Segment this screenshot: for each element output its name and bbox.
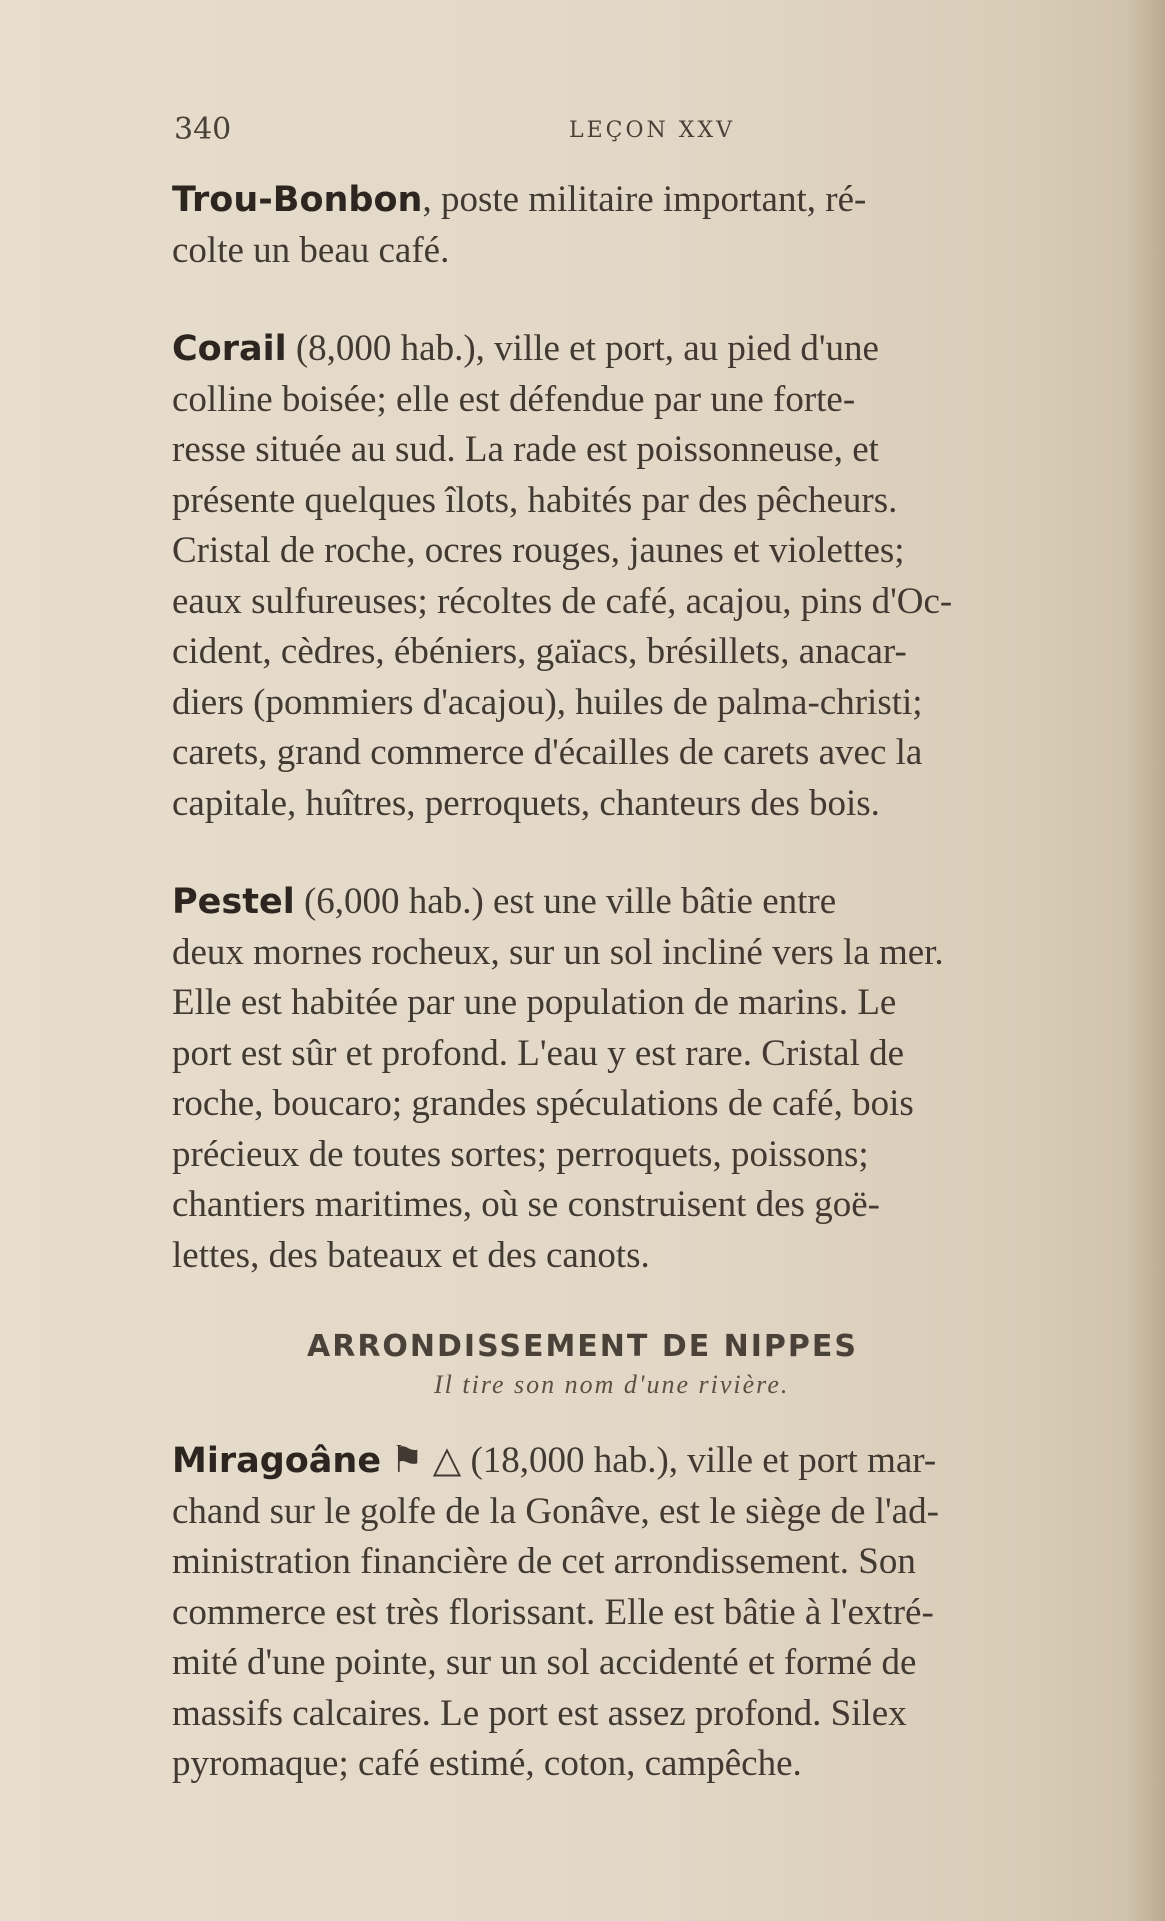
entry-paragraph [172, 1436, 1162, 1790]
line-text: ⚑ △ (18,000 hab.), ville et port mar- [381, 1440, 937, 1481]
text-line: lettes, des bateaux et des canots. [172, 1234, 650, 1276]
running-head: LEÇON XXV [569, 118, 735, 143]
text-line: capitale, huîtres, perroquets, chanteurs des bois. [172, 782, 880, 824]
text-line [172, 324, 1162, 375]
text-line: présente quelques îlots, habités par des pêcheurs. [172, 479, 898, 521]
section-subtitle: Il tire son nom d'une rivière. [434, 1370, 790, 1399]
line-text: (8,000 hab.), ville et port, au pied d'une [286, 328, 879, 369]
entry-name: Miragoâne [172, 1441, 382, 1481]
text-line: chand sur le golfe de la Gonâve, est le siège de l'ad- [172, 1490, 939, 1532]
text-line [172, 175, 1162, 226]
text-line: précieux de toutes sortes; perroquets, poissons; [172, 1133, 869, 1175]
text-line: chantiers maritimes, où se construisent des goë- [172, 1184, 880, 1225]
text-line: port est sûr et profond. L'eau y est rare. Cristal de [172, 1032, 905, 1074]
text-line: deux mornes rocheux, sur un sol incliné vers la mer. [172, 931, 944, 973]
page-number: 340 [174, 112, 232, 147]
entry-corail [172, 324, 1162, 829]
text-line: roche, boucaro; grandes spéculations de café, bois [172, 1083, 914, 1124]
entry-paragraph [172, 877, 1162, 1281]
text-line: massifs calcaires. Le port est assez profond. Silex [172, 1692, 907, 1734]
entry-paragraph [172, 324, 1162, 829]
entry-name: Trou-Bonbon [172, 180, 423, 220]
text-line [172, 1436, 1162, 1487]
text-line: resse située au sud. La rade est poissonneuse, et [172, 429, 879, 470]
entry-name: Pestel [172, 882, 295, 922]
entry-trou-bonbon [172, 175, 1162, 276]
text-line: mité d'une pointe, sur un sol accidenté et formé de [172, 1642, 917, 1683]
page-header [174, 112, 994, 152]
text-line: commerce est très florissant. Elle est bâtie à l'extré- [172, 1591, 934, 1633]
text-line: diers (pommiers d'acajou), huiles de palma-christi; [172, 681, 923, 723]
text-line: eaux sulfureuses; récoltes de café, acajou, pins d'Oc- [172, 580, 953, 622]
text-line: Cristal de roche, ocres rouges, jaunes et violettes; [172, 530, 905, 571]
entry-miragoane [172, 1436, 1162, 1790]
text-line: pyromaque; café estimé, coton, campêche. [172, 1743, 802, 1784]
text-line: carets, grand commerce d'écailles de carets avec la [172, 732, 923, 773]
section-title: ARRONDISSEMENT DE NIPPES [307, 1329, 858, 1364]
text-line: colline boisée; elle est défendue par une forte- [172, 378, 856, 420]
page-body [172, 175, 1162, 1838]
entry-pestel [172, 877, 1162, 1281]
line-text: , poste militaire important, ré- [422, 179, 867, 220]
line-text: (6,000 hab.) est une ville bâtie entre [294, 881, 837, 922]
text-line: Elle est habitée par une population de marins. Le [172, 982, 897, 1023]
text-line: colte un beau café. [172, 229, 450, 271]
text-line: ministration financière de cet arrondissement. Son [172, 1541, 916, 1582]
text-line: cident, cèdres, ébéniers, gaïacs, brésillets, anacar- [172, 631, 907, 672]
text-line [172, 877, 1162, 928]
entry-name: Corail [172, 329, 287, 369]
entry-paragraph [172, 175, 1162, 276]
